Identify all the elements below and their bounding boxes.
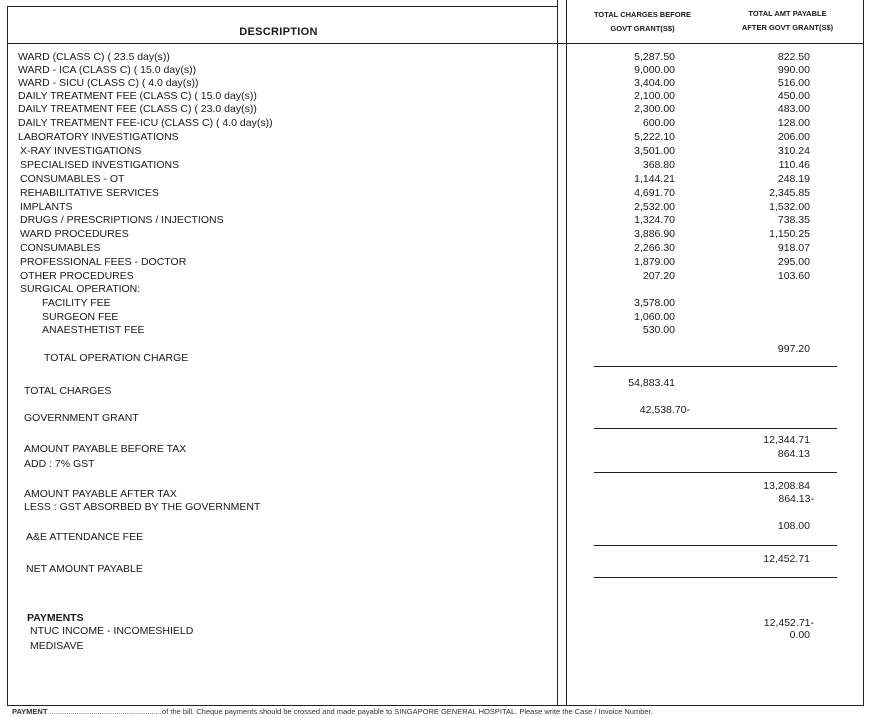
line-item-desc: DAILY TREATMENT FEE (CLASS C) ( 23.0 day(s)) (18, 103, 257, 115)
col-before-grant-header (570, 8, 715, 36)
line-item-desc: PROFESSIONAL FEES - DOCTOR (20, 256, 187, 268)
line-item-before: 2,266.30 (634, 242, 675, 254)
line-item (0, 145, 870, 158)
col-after-grant-header-line2: AFTER GOVT GRANT(S$) (741, 23, 834, 32)
line-item-desc: CONSUMABLES - OT (20, 173, 125, 185)
line-item-desc: WARD (CLASS C) ( 23.5 day(s)) (18, 51, 170, 63)
line-item (0, 90, 870, 103)
surgical-item-before: 3,578.00 (634, 297, 675, 309)
line-item-desc: DAILY TREATMENT FEE-ICU (CLASS C) ( 4.0 day(s)) (18, 117, 273, 129)
line-item-before: 2,100.00 (634, 90, 675, 102)
line-item-desc: WARD - SICU (CLASS C) ( 4.0 day(s)) (18, 77, 199, 89)
footer-text: ......................................................of the bill. Cheque payments should be crossed and made payable to SINGAPORE GENERAL HOSPITAL. Please write the Case / Invoice Number. (49, 707, 653, 716)
header-top-rule (7, 6, 558, 7)
net-amount-row (0, 563, 870, 576)
line-item-after: 248.19 (777, 173, 810, 185)
gst-absorbed-label: LESS : GST ABSORBED BY THE GOVERNMENT (24, 501, 261, 513)
amount-before-tax-label: AMOUNT PAYABLE BEFORE TAX (24, 443, 187, 455)
line-item-after: 128.00 (777, 117, 810, 129)
line-item-before: 3,886.90 (634, 228, 675, 240)
line-item-before: 3,404.00 (634, 77, 675, 89)
header-bottom-rule (7, 43, 863, 44)
total-operation-charge-label: TOTAL OPERATION CHARGE (44, 352, 189, 364)
line-item-after: 483.00 (777, 103, 810, 115)
line-item-before: 3,501.00 (634, 145, 675, 157)
rule-tax (594, 472, 837, 473)
amount-before-tax-value: 12,344.71 (763, 434, 810, 446)
line-item-after: 516.00 (777, 77, 810, 89)
line-item-before: 1,879.00 (634, 256, 675, 268)
payment-item-value: 0.00 (789, 629, 810, 641)
col-after-grant-header (715, 7, 860, 35)
line-item (0, 117, 870, 130)
line-item-desc: CONSUMABLES (20, 242, 101, 254)
government-grant-row (0, 412, 870, 425)
line-item (0, 283, 870, 296)
col-before-grant-header-line1: TOTAL CHARGES BEFORE (593, 10, 692, 19)
total-operation-charge-value: 997.20 (777, 343, 810, 355)
payments-title: PAYMENTS (27, 612, 84, 624)
line-item-before: 9,000.00 (634, 64, 675, 76)
line-item (0, 103, 870, 116)
line-item-after: 990.00 (777, 64, 810, 76)
line-item-before: 600.00 (642, 117, 675, 129)
government-grant-label: GOVERNMENT GRANT (24, 412, 139, 424)
line-item-before: 4,691.70 (634, 187, 675, 199)
total-operation-charge-row (0, 352, 870, 365)
gst-absorbed-row (0, 501, 870, 514)
surgical-item (0, 324, 870, 337)
line-item-after: 738.35 (777, 214, 810, 226)
col-before-grant-header-line2: GOVT GRANT(S$) (610, 24, 675, 33)
line-item-after: 918.07 (777, 242, 810, 254)
line-item (0, 256, 870, 269)
line-item-before: 2,532.00 (634, 201, 675, 213)
total-charges-value: 54,883.41 (628, 377, 675, 389)
col-after-grant-header-line1: TOTAL AMT PAYABLE (748, 9, 827, 18)
line-item-before: 1,144.21 (634, 173, 675, 185)
footer-note (12, 707, 653, 716)
gst-absorbed-value: 864.13- (778, 493, 814, 505)
line-item-after: 103.60 (777, 270, 810, 282)
line-item-after: 206.00 (777, 131, 810, 143)
line-item-after: 310.24 (777, 145, 810, 157)
line-item (0, 159, 870, 172)
line-item-desc: WARD PROCEDURES (20, 228, 129, 240)
line-item-before: 1,324.70 (634, 214, 675, 226)
surgical-item-desc: ANAESTHETIST FEE (42, 324, 145, 336)
rule-operation (594, 366, 837, 367)
surgical-item-before: 530.00 (642, 324, 675, 336)
total-charges-label: TOTAL CHARGES (24, 385, 112, 397)
amount-after-tax-label: AMOUNT PAYABLE AFTER TAX (24, 488, 177, 500)
payment-item-value: 12,452.71- (763, 617, 814, 629)
line-item (0, 201, 870, 214)
surgical-item (0, 311, 870, 324)
line-item-desc: DAILY TREATMENT FEE (CLASS C) ( 15.0 day(s)) (18, 90, 257, 102)
payment-item-desc: NTUC INCOME - INCOMESHIELD (30, 625, 194, 637)
line-item-desc: SURGICAL OPERATION: (20, 283, 141, 295)
line-item-desc: DRUGS / PRESCRIPTIONS / INJECTIONS (20, 214, 224, 226)
description-header: DESCRIPTION (239, 26, 318, 38)
line-item-before: 2,300.00 (634, 103, 675, 115)
ae-fee-label: A&E ATTENDANCE FEE (26, 531, 144, 543)
government-grant-value: 42,538.70- (639, 404, 690, 416)
rule-ae (594, 545, 837, 546)
net-amount-value: 12,452.71 (763, 553, 810, 565)
surgical-item-desc: FACILITY FEE (42, 297, 111, 309)
line-item-after: 822.50 (777, 51, 810, 63)
gst-row (0, 458, 870, 471)
line-item (0, 187, 870, 200)
amount-after-tax-value: 13,208.84 (763, 480, 810, 492)
ae-fee-row (0, 531, 870, 544)
line-item-desc: REHABILITATIVE SERVICES (20, 187, 159, 199)
line-item-desc: IMPLANTS (20, 201, 73, 213)
line-item (0, 270, 870, 283)
line-item-desc: X-RAY INVESTIGATIONS (20, 145, 142, 157)
line-item-before: 368.80 (642, 159, 675, 171)
rule-net (594, 577, 837, 578)
gst-label: ADD : 7% GST (24, 458, 95, 470)
line-item (0, 228, 870, 241)
total-charges-row (0, 385, 870, 398)
surgical-item-desc: SURGEON FEE (42, 311, 119, 323)
rule-grant (594, 428, 837, 429)
ae-fee-value: 108.00 (777, 520, 810, 532)
line-item-before: 5,287.50 (634, 51, 675, 63)
line-item-after: 295.00 (777, 256, 810, 268)
bottom-rule (7, 705, 863, 706)
line-item (0, 242, 870, 255)
line-item-desc: WARD - ICA (CLASS C) ( 15.0 day(s)) (18, 64, 197, 76)
line-item-after: 110.46 (778, 159, 810, 171)
line-item-after: 1,150.25 (769, 228, 810, 240)
line-item (0, 131, 870, 144)
footer-lead: PAYMENT (12, 707, 48, 716)
payment-item-desc: MEDISAVE (30, 640, 84, 652)
line-item (0, 214, 870, 227)
payment-item (0, 640, 870, 653)
gst-value: 864.13 (777, 448, 810, 460)
line-item (0, 64, 870, 77)
line-item (0, 173, 870, 186)
line-item-after: 2,345.85 (769, 187, 810, 199)
line-item-after: 450.00 (777, 90, 810, 102)
line-item-desc: SPECIALISED INVESTIGATIONS (20, 159, 180, 171)
line-item-after: 1,532.00 (769, 201, 810, 213)
net-amount-label: NET AMOUNT PAYABLE (26, 563, 143, 575)
line-item (0, 51, 870, 64)
line-item-before: 5,222.10 (634, 131, 675, 143)
surgical-item-before: 1,060.00 (634, 311, 675, 323)
line-item-before: 207.20 (642, 270, 675, 282)
line-item (0, 77, 870, 90)
surgical-item (0, 297, 870, 310)
line-item-desc: LABORATORY INVESTIGATIONS (18, 131, 179, 143)
line-item-desc: OTHER PROCEDURES (20, 270, 134, 282)
